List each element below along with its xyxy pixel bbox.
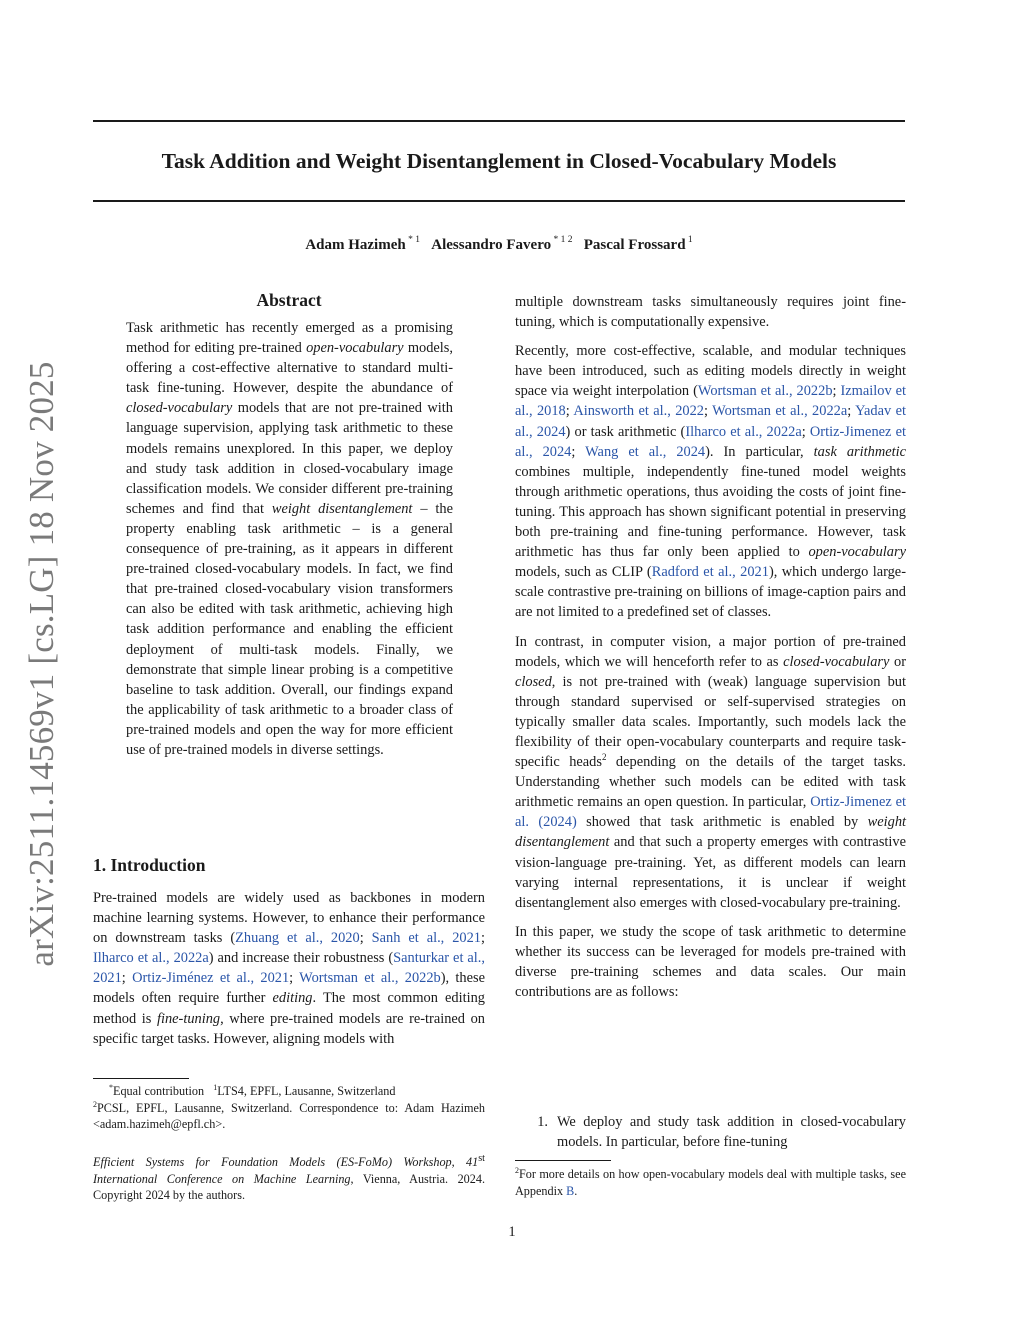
footnote-2: $^2$For more details on how open-vocabulary models deal with multiple tasks, see Appendix B. bbox=[515, 1165, 906, 1198]
citation-link[interactable]: Ortiz-Jimenez et al., 2024 bbox=[515, 423, 906, 460]
page-number: 1 bbox=[508, 1224, 516, 1240]
author-name: Pascal Frossard bbox=[583, 237, 686, 253]
body-paragraph: In contrast, in computer vision, a major portion of pre-trained models, which we will henceforth refer to as closed-vocabulary or closed, is not pre-trained with (weak) language supervision but through standard supervised or self-supervised strategies on typically smaller data scales. Importantly, such models lack the flexibility of their open-vocabulary counterparts and require task-specific heads$^2$ depending on the details of the target tasks. Understanding whether such models can be edited with task arithmetic remains an open question. In particular, Ortiz-Jimenez et al. (2024) showed that task arithmetic is enabled by weight disentanglement and that such a property emerges with contrastive vision-language pre-training. Yet, as different models can learn varying internal representations, it is unclear if weight disentanglement also emerges with closed-vocabulary pre-training. bbox=[515, 633, 907, 911]
emphasis: Efficient Systems for Foundation Models (ES-FoMo) Workshop, 41 bbox=[93, 1155, 479, 1170]
citation-link[interactable]: Yadav et al., 2024 bbox=[515, 403, 906, 440]
author-affiliation-mark: * 1 2 bbox=[551, 235, 573, 245]
author-name: Alessandro Favero bbox=[431, 237, 552, 253]
emphasis: editing bbox=[272, 990, 313, 1007]
abstract-heading: Abstract bbox=[256, 290, 322, 310]
emphasis: weight disentanglement bbox=[515, 814, 907, 851]
list-item-text: We deploy and study task addition in closed-vocabulary models. In particular, before fine-tuning bbox=[557, 1114, 906, 1151]
emphasis: open-vocabulary bbox=[808, 544, 906, 561]
author-affiliation-mark: 1 bbox=[685, 235, 693, 245]
affiliation-footnotes bbox=[93, 1083, 485, 1133]
body-paragraph: In this paper, we study the scope of task arithmetic to determine whether its success can be leveraged for models pre-trained with diverse pre-training schemes and data scales. Our main contributions are as follows: bbox=[515, 923, 906, 1001]
title-bottom-rule bbox=[93, 200, 905, 202]
citation-link[interactable]: Wortsman et al., 2022b bbox=[299, 970, 441, 987]
introduction-paragraph: Pre-trained models are widely used as backbones in modern machine learning systems. However, to enhance their performance on downstream tasks (Zhuang et al., 2020; Sanh et al., 2021; Ilharco et al., 2022a) and increase their robustness (Santurkar et al., 2021; Ortiz-Jiménez et al., 2021; Wortsman et al., 2022b), these models often require further editing. The most common editing method is fine-tuning, where pre-trained models are re-trained on specific target tasks. However, aligning models with bbox=[93, 890, 485, 1047]
paper-title: Task Addition and Weight Disentanglement in Closed-Vocabulary Models bbox=[161, 149, 837, 173]
list-item bbox=[515, 1112, 906, 1152]
citation-link[interactable]: Ortiz-Jimenez et al. (2024) bbox=[515, 794, 906, 831]
citation-link[interactable]: Wang et al., 2024 bbox=[585, 443, 706, 460]
emphasis: weight disentanglement bbox=[271, 500, 413, 517]
footnote-rule bbox=[515, 1160, 611, 1161]
citation-link[interactable]: Sanh et al., 2021 bbox=[371, 930, 481, 947]
citation-link[interactable]: Santurkar et al., 2021 bbox=[93, 950, 485, 987]
arxiv-identifier-stamp[interactable]: arXiv:2511.14569v1 [cs.LG] 18 Nov 2025 bbox=[22, 361, 61, 967]
footnote-affiliation-2: $^2$PCSL, EPFL, Lausanne, Switzerland. Correspondence to: Adam Hazimeh <adam.hazimeh@epfl.ch>. bbox=[93, 1099, 485, 1131]
emphasis: closed-vocabulary bbox=[783, 653, 890, 670]
citation-link[interactable]: Ilharco et al., 2022a bbox=[685, 423, 802, 440]
footnote-equal-contribution: *Equal contribution $^1$LTS4, EPFL, Lausanne, Switzerland bbox=[109, 1082, 396, 1098]
footnote-rule bbox=[93, 1078, 189, 1079]
citation-link[interactable]: Wortsman et al., 2022b bbox=[697, 383, 833, 400]
citation-link[interactable]: Radford et al., 2021 bbox=[651, 564, 769, 581]
title-top-rule bbox=[93, 120, 905, 122]
emphasis: fine-tuning bbox=[156, 1010, 221, 1027]
section-heading-introduction: 1. Introduction bbox=[93, 855, 206, 875]
citation-link[interactable]: Ilharco et al., 2022a bbox=[93, 950, 209, 967]
author-affiliation-mark: * 1 bbox=[405, 235, 420, 245]
emphasis: closed-vocabulary bbox=[126, 400, 233, 417]
contribution-list bbox=[515, 1112, 906, 1152]
emphasis: closed bbox=[515, 673, 552, 690]
emphasis: open-vocabulary bbox=[306, 340, 404, 357]
author-name: Adam Hazimeh bbox=[305, 237, 406, 253]
emphasis: International Conference on Machine Learning bbox=[93, 1171, 351, 1186]
superscript: 2 bbox=[601, 752, 607, 763]
right-column-body bbox=[515, 292, 906, 1002]
appendix-link[interactable]: B bbox=[566, 1183, 575, 1198]
citation-link[interactable]: Izmailov et al., 2018 bbox=[515, 383, 906, 420]
citation-link[interactable]: Wortsman et al., 2022a bbox=[712, 403, 848, 420]
author-list bbox=[93, 234, 905, 256]
body-paragraph: multiple downstream tasks simultaneously requires joint fine-tuning, which is computationally expensive. bbox=[515, 294, 906, 331]
abstract-paragraph: Task arithmetic has recently emerged as a promising method for editing pre-trained open-vocabulary models, offering a cost-effective alternative to standard multi-task fine-tuning. However, despite the abundance of closed-vocabulary models that are not pre-trained with language supervision, applying task arithmetic to these models remains unexplored. In this paper, we deploy and study task addition in closed-vocabulary image classification models. We consider different pre-training schemes and find that weight disentanglement – the property enabling task arithmetic – is a general consequence of pre-training, as it appears in different pre-trained closed-vocabulary models. In fact, we find that pre-trained closed-vocabulary vision transformers can also be edited with task arithmetic, achieving high task addition performance and enabling the efficient deployment of multi-task models. Finally, we demonstrate that simple linear probing is a competitive baseline to task addition. Overall, our findings expand the applicability of task arithmetic to a broader class of pre-trained models and open the way for more efficient use of pre-trained models in diverse settings. bbox=[126, 320, 453, 758]
abstract-body bbox=[126, 318, 453, 760]
emphasis: task arithmetic bbox=[813, 443, 906, 460]
list-item-number: 1. bbox=[537, 1114, 548, 1130]
introduction-body bbox=[93, 888, 485, 1049]
citation-link[interactable]: Ortiz-Jiménez et al., 2021 bbox=[132, 970, 290, 987]
citation-link[interactable]: Ainsworth et al., 2022 bbox=[573, 403, 705, 420]
citation-link[interactable]: Zhuang et al., 2020 bbox=[235, 930, 360, 947]
workshop-note: Efficient Systems for Foundation Models (ES-FoMo) Workshop, 41st International Conference on Machine Learning, Vienna, Austria. 2024. Copyright 2024 by the authors. bbox=[93, 1153, 485, 1203]
body-paragraph: Recently, more cost-effective, scalable, and modular techniques have been introduced, such as editing models directly in weight space via weight interpolation (Wortsman et al., 2022b; Izmailov et al., 2018; Ainsworth et al., 2022; Wortsman et al., 2022a; Yadav et al., 2024) or task arithmetic (Ilharco et al., 2022a; Ortiz-Jimenez et al., 2024; Wang et al., 2024). In particular, task arithmetic combines multiple, independently fine-tuned model weights through arithmetic operations, thus avoiding the costs of joint fine-tuning. This approach has shown significant potential in preserving both pre-training and fine-tuning performance. However, task arithmetic has thus far only been applied to open-vocabulary models, such as CLIP (Radford et al., 2021), which undergo large-scale contrastive pre-training on billions of image-caption pairs and are not limited to a predefined set of classes. bbox=[515, 343, 906, 621]
superscript: st bbox=[478, 1153, 485, 1164]
